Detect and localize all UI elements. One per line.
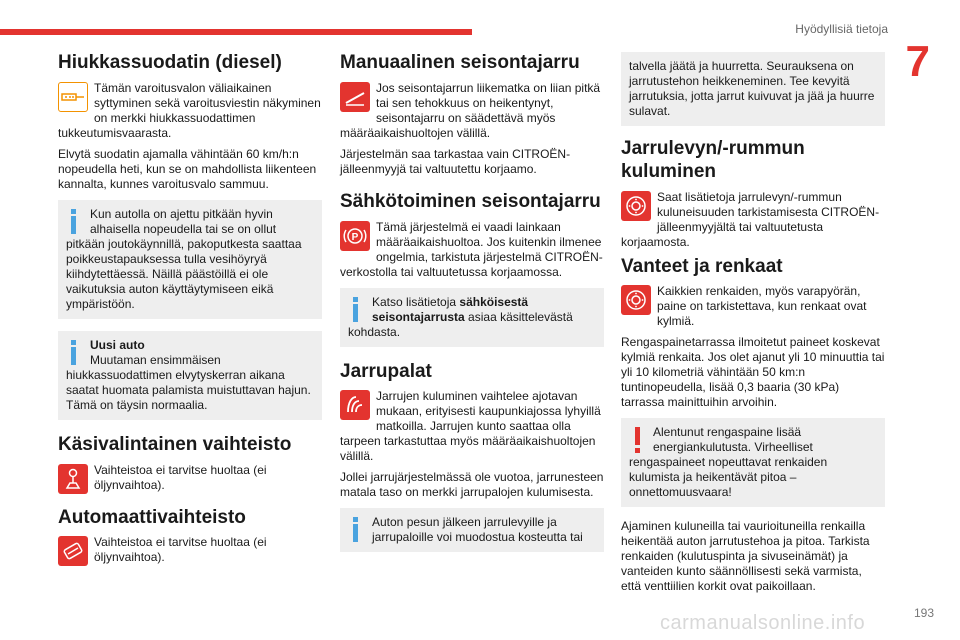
manual-gearbox-text: Vaihteistoa ei tarvitse huoltaa (ei öljynvaihtoa). — [94, 462, 267, 492]
particle-filter-item — [58, 81, 322, 141]
info-text-post: asiaa käsittelevästä kohdasta. — [348, 309, 573, 339]
brake-pads-text-2: Jollei jarrujärjestelmässä ole vuotoa, jarrunesteen matala taso on merkki jarrupalojen kulumisesta. — [340, 470, 604, 500]
parking-brake-text: Jos seisontajarrun liikematka on liian pitkä tai sen tehokkuus on heikentynyt, seisontajarru on säädettävä myös määräaikaishuoltojen välillä. — [340, 80, 601, 140]
heading-brake-disc-wear: Jarrulevyn/-rummun kuluminen — [621, 138, 805, 182]
heading-electric-parking-brake: Sähkötoiminen seisontajarru — [340, 190, 601, 212]
info-box-moisture — [340, 508, 604, 552]
column-2 — [340, 52, 604, 564]
particle-filter-text-2: Elvytä suodatin ajamalla vähintään 60 km/h:n nopeudella heti, kun se on mahdollista liikenteen kannalta, kunnes varoitusvalo sammuu. — [58, 146, 317, 191]
electric-parking-brake-item — [340, 220, 604, 280]
info-icon — [66, 338, 84, 366]
info-text: Muutaman ensimmäisen hiukkassuodattimen elvytyskerran aikana saatat huomata palamista muistuttavan hajun. Tämä on täysin normaalia. — [66, 352, 311, 412]
info-box-continued — [621, 52, 885, 126]
column-3 — [621, 52, 885, 594]
wheels-item — [621, 284, 885, 329]
particle-filter-warning-icon — [58, 82, 88, 112]
info-box-new-car — [58, 331, 322, 420]
brake-disc-text: Saat lisätietoja jarrulevyn/-rummun kuluneisuuden tarkistamisesta CITROËN-jälleenmyyjältä tai valtuutetusta korjaamosta. — [621, 189, 880, 249]
column-1 — [58, 52, 322, 571]
wheels-text: Kaikkien renkaiden, myös varapyörän, paine on tarkistettava, kun renkaat ovat kylmiä. — [657, 284, 867, 329]
parking-brake-item — [340, 81, 604, 141]
automatic-gearbox-item — [58, 535, 322, 565]
header-accent-bar — [0, 29, 472, 35]
heading-wheels-tyres: Vanteet ja renkaat — [621, 255, 783, 277]
wheel-icon — [621, 285, 651, 315]
heading-particle-filter: Hiukkassuodatin (diesel) — [58, 52, 282, 73]
brake-disc-icon — [621, 191, 651, 221]
info-text: Auton pesun jälkeen jarrulevyille ja jarrupaloille voi muodostua kosteutta tai — [372, 515, 583, 545]
brake-pads-item — [340, 389, 604, 464]
heading-brake-pads: Jarrupalat — [340, 360, 432, 382]
heading-manual-gearbox: Käsivalintainen vaihteisto — [58, 433, 292, 455]
info-text-bold: sähköisestä seisontajarrusta — [372, 294, 529, 324]
particle-filter-text: Tämän varoitusvalon väliaikainen syttyminen sekä varoitusviestin näkyminen on merkki hiukkassuodattimen tukkeutumisvaarasta. — [58, 80, 321, 140]
gear-lever-icon — [58, 464, 88, 494]
chapter-number: 7 — [905, 37, 930, 86]
brake-pads-text: Jarrujen kuluminen vaihtelee ajotavan mukaan, erityisesti kaupunkiajossa lyhyillä matkoilla. Jarrujen kunto saattaa olla tarpeen tarkastuttaa myös määräaikaishuoltojen välillä. — [340, 389, 601, 464]
section-header: Hyödyllisiä tietoja — [795, 22, 888, 36]
watermark: carmanualsonline.info — [660, 612, 866, 634]
parking-brake-text-2: Järjestelmän saa tarkastaa vain CITROËN-jälleenmyyjä tai valtuutettu korjaamo. — [340, 146, 571, 176]
info-text: Kun autolla on ajettu pitkään hyvin alhaisella nopeudella tai se on ollut pitkään joutokäynnillä, pakoputkesta saattaa poikkeustapauksessa tulla vesihöyryä kiihdytettäessä. Näillä päästöillä ei ole vaikutuksia auton käyttäytymiseen eikä ympäristöön. — [66, 206, 302, 311]
warning-box-tyre-pressure — [621, 418, 885, 507]
warning-text: Alentunut rengaspaine lisää energiankulutusta. Virheelliset rengaspaineet nopeuttavat renkaiden kulumista ja heikentävät pitoa – onnettomuusvaara! — [629, 425, 828, 500]
svg-text:P: P — [351, 231, 359, 243]
info-title: Uusi auto — [90, 337, 145, 352]
wheels-text-2: Rengaspainetarrassa ilmoitetut paineet koskevat kylmiä renkaita. Jos olet ajanut yli 10 minuuttia tai yli 10 kilometriä vähintään 50 km:n tuntinopeudella, lisää 0,3 baaria (30 kPa) tarrassa mainittuihin arvoihin. — [621, 335, 885, 410]
info-icon — [66, 207, 84, 235]
electric-parking-brake-icon — [340, 221, 370, 251]
gearbox-icon — [58, 536, 88, 566]
page-number: 193 — [913, 606, 934, 620]
info-text: talvella jäätä ja huurretta. Seurauksena on jarrutustehon heikkeneminen. Tee kevyitä jarrutuksia, jotta jarrut kuivuvat ja jää ja huurre sulavat. — [629, 59, 875, 118]
automatic-gearbox-text: Vaihteistoa ei tarvitse huoltaa (ei öljynvaihtoa). — [94, 535, 267, 565]
parking-brake-lever-icon — [340, 82, 370, 112]
manual-gearbox-item — [58, 463, 322, 493]
heading-manual-parking-brake: Manuaalinen seisontajarru — [340, 52, 580, 73]
heading-automatic-gearbox: Automaattivaihteisto — [58, 506, 246, 528]
info-icon — [348, 515, 366, 543]
brake-pads-icon — [340, 390, 370, 420]
brake-disc-item — [621, 190, 885, 250]
wheels-text-3: Ajaminen kuluneilla tai vaurioituneilla renkailla heikentää auton jarrutustehoa ja pitoa. Tarkista renkaiden (kulutuspinta ja sivuseinämät) ja vanteiden kunto säännöllisesti sekä varmista, että venttiilien korkit ovat paikoillaan. — [621, 519, 870, 594]
info-box-water-vapour — [58, 200, 322, 319]
info-icon — [348, 295, 366, 323]
info-text-pre: Katso lisätietoja — [372, 294, 460, 309]
electric-parking-brake-text: Tämä järjestelmä ei vaadi lainkaan määräaikaishuoltoa. Jos kuitenkin ilmenee ongelmia, tarkistuta järjestelmä CITROËN-verkostolla tai valtuutetussa korjaamossa. — [340, 219, 603, 279]
warning-icon — [629, 425, 647, 453]
info-box-electric-parking-brake — [340, 288, 604, 347]
